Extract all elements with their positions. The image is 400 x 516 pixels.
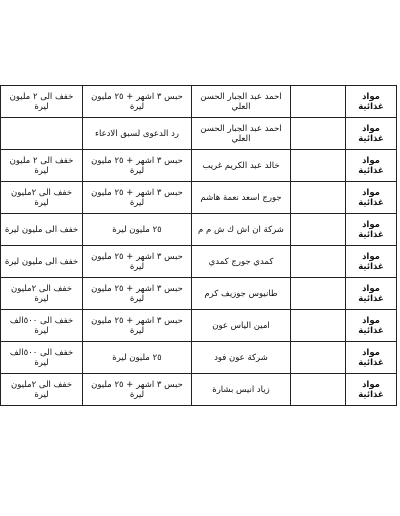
sentence-text: حبس ٣ اشهر + ٢٥ مليون ليرة	[91, 315, 183, 336]
sentence-text: رد الدعوى لسبق الادعاء	[94, 128, 179, 139]
outcome-cell	[1, 278, 83, 310]
defendant-name: جورج اسعد نعمة هاشم	[200, 192, 282, 203]
outcome-text: خفف الى ٢مليون ليرة	[11, 283, 72, 304]
defendant-name: احمد عبد الجبار الحسن العلي	[200, 123, 282, 144]
table-row	[1, 246, 397, 278]
outcome-cell	[1, 310, 83, 342]
category-cell	[346, 150, 397, 182]
category-cell	[346, 118, 397, 150]
category-text: مواد غذائية	[358, 315, 384, 336]
name-cell	[192, 374, 291, 406]
name-cell	[192, 214, 291, 246]
sentence-cell	[83, 214, 192, 246]
blank-cell	[291, 118, 346, 150]
table-row	[1, 342, 397, 374]
sentence-cell	[83, 342, 192, 374]
category-cell	[346, 278, 397, 310]
defendant-name: طانيوس جوزيف كرم	[204, 288, 278, 299]
blank-cell	[291, 374, 346, 406]
defendant-name: احمد عبد الجبار الحسن العلي	[200, 91, 282, 112]
name-cell	[192, 246, 291, 278]
category-cell	[346, 374, 397, 406]
outcome-cell	[1, 342, 83, 374]
blank-cell	[291, 182, 346, 214]
name-cell	[192, 278, 291, 310]
category-text: مواد غذائية	[358, 251, 384, 272]
blank-cell	[291, 150, 346, 182]
judgments-table-body	[1, 86, 397, 406]
sentence-cell	[83, 182, 192, 214]
category-text: مواد غذائية	[358, 123, 384, 144]
sentence-text: حبس ٣ اشهر + ٢٥ مليون ليرة	[91, 155, 183, 176]
sentence-text: حبس ٣ اشهر + ٢٥ مليون ليرة	[91, 91, 183, 112]
sentence-cell	[83, 246, 192, 278]
category-cell	[346, 182, 397, 214]
blank-cell	[291, 278, 346, 310]
name-cell	[192, 342, 291, 374]
sentence-text: حبس ٣ اشهر + ٢٥ مليون ليرة	[91, 283, 183, 304]
blank-cell	[291, 310, 346, 342]
sentence-cell	[83, 310, 192, 342]
category-text: مواد غذائية	[358, 91, 384, 112]
category-cell	[346, 342, 397, 374]
table-row	[1, 278, 397, 310]
outcome-cell	[1, 214, 83, 246]
table-row	[1, 310, 397, 342]
sentence-cell	[83, 278, 192, 310]
category-text: مواد غذائية	[358, 283, 384, 304]
category-cell	[346, 246, 397, 278]
name-cell	[192, 118, 291, 150]
sentence-text: حبس ٣ اشهر + ٢٥ مليون ليرة	[91, 187, 183, 208]
outcome-cell	[1, 86, 83, 118]
category-cell	[346, 310, 397, 342]
category-cell	[346, 86, 397, 118]
defendant-name: زياد انيس بشارة	[212, 384, 270, 395]
outcome-text: خفف الى ٢مليون ليرة	[11, 187, 72, 208]
outcome-cell	[1, 118, 83, 150]
name-cell	[192, 310, 291, 342]
name-cell	[192, 150, 291, 182]
outcome-text: خفف الى ٢مليون ليرة	[11, 379, 72, 400]
outcome-cell	[1, 374, 83, 406]
sentence-text: حبس ٣ اشهر + ٢٥ مليون ليرة	[91, 251, 183, 272]
defendant-name: امين الياس عون	[212, 320, 270, 331]
outcome-text: خفف الى ٢ مليون ليرة	[9, 91, 74, 112]
outcome-text: خفف الى مليون ليرة	[4, 224, 79, 235]
outcome-text: خفف الى ٥٠٠الف ليرة	[9, 347, 74, 368]
blank-cell	[291, 342, 346, 374]
outcome-cell	[1, 150, 83, 182]
outcome-cell	[1, 246, 83, 278]
sentence-cell	[83, 118, 192, 150]
name-cell	[192, 86, 291, 118]
defendant-name: كمدي جورج كمدي	[208, 256, 274, 267]
table-row	[1, 86, 397, 118]
defendant-name: شركة عون فود	[214, 352, 268, 363]
table-row	[1, 118, 397, 150]
outcome-text: خفف الى مليون ليرة	[4, 256, 79, 267]
outcome-text: خفف الى ٥٠٠الف ليرة	[9, 315, 74, 336]
category-cell	[346, 214, 397, 246]
table-row	[1, 150, 397, 182]
table-row	[1, 182, 397, 214]
defendant-name: خالد عبد الكريم غريب	[202, 160, 280, 171]
sentence-text: ٢٥ مليون ليرة	[112, 224, 162, 235]
category-text: مواد غذائية	[358, 187, 384, 208]
category-text: مواد غذائية	[358, 347, 384, 368]
blank-cell	[291, 86, 346, 118]
sentence-cell	[83, 150, 192, 182]
blank-cell	[291, 246, 346, 278]
table-row	[1, 214, 397, 246]
sentence-text: حبس ٣ اشهر + ٢٥ مليون ليرة	[91, 379, 183, 400]
defendant-name: شركة ان اش ك ش م م	[198, 224, 284, 235]
category-text: مواد غذائية	[358, 379, 384, 400]
sentence-cell	[83, 86, 192, 118]
name-cell	[192, 182, 291, 214]
judgments-table	[0, 85, 397, 406]
table-row	[1, 374, 397, 406]
outcome-cell	[1, 182, 83, 214]
blank-cell	[291, 214, 346, 246]
sentence-cell	[83, 374, 192, 406]
category-text: مواد غذائية	[358, 155, 384, 176]
category-text: مواد غذائية	[358, 219, 384, 240]
sentence-text: ٢٥ مليون ليرة	[112, 352, 162, 363]
outcome-text: خفف الى ٢ مليون ليرة	[9, 155, 74, 176]
